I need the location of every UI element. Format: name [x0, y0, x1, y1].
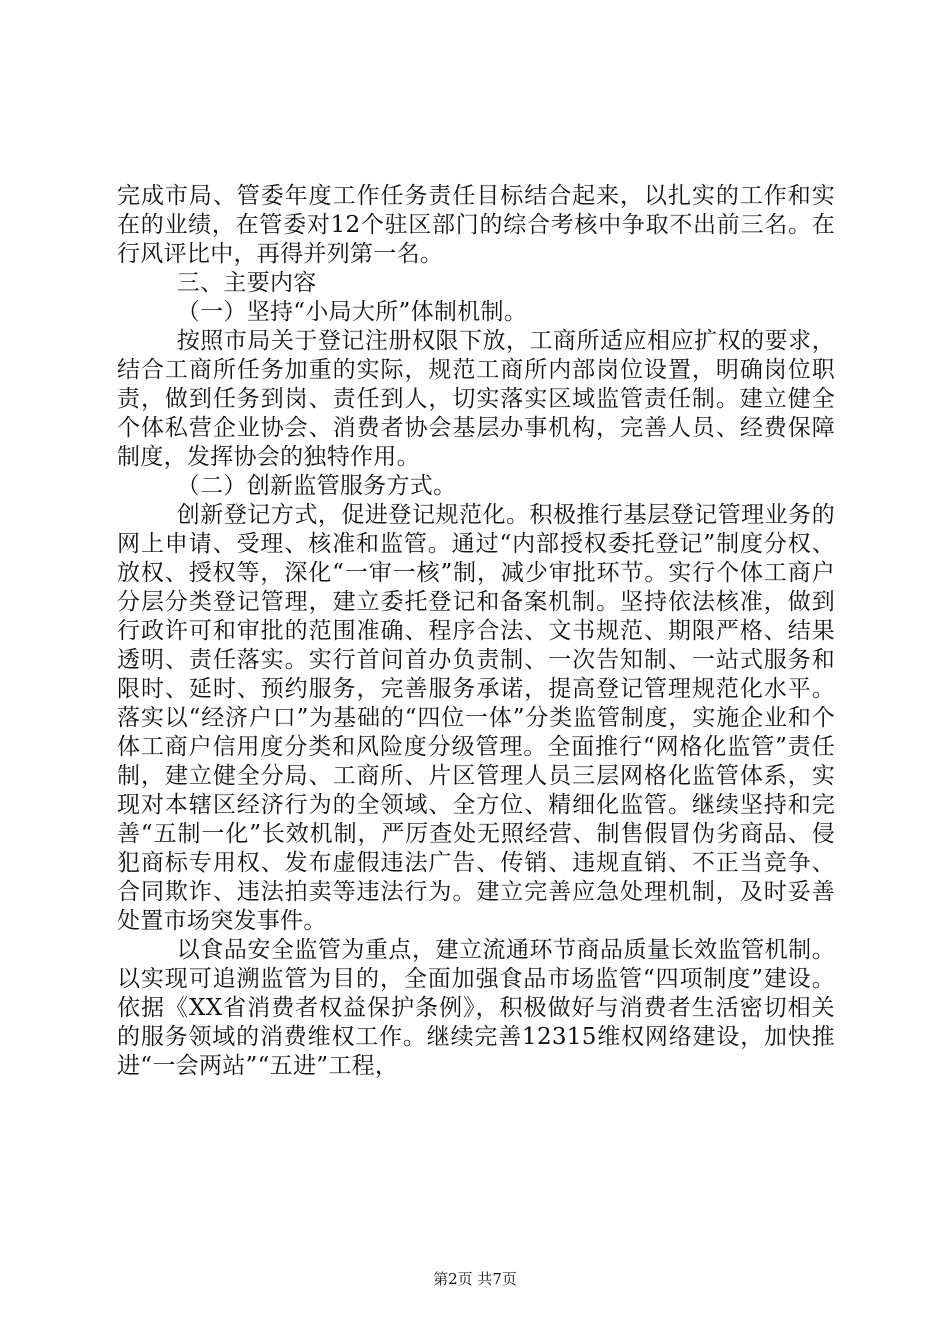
paragraph-continuation: 完成市局、管委年度工作任务责任目标结合起来，以扎实的工作和实在的业绩，在管委对12个驻区部门的综合考核中争取不出前三名。在行风评比中，再得并列第一名。 [117, 183, 835, 267]
paragraph-2: 创新登记方式，促进登记规范化。积极推行基层登记管理业务的网上申请、受理、核准和监管。通过“内部授权委托登记”制度分权、放权、授权等，深化“一审一核”制，减少审批环节。实行个体工商户分层分类登记管理，建立委托登记和备案机制。坚持依法核准，做到行政许可和审批的范围准确、程序合法、文书规范、期限严格、结果透明、责任落实。实行首问首办负责制、一次告知制、一站式服务和限时、延时、预约服务，完善服务承诺，提高登记管理规范化水平。落实以“经济户口”为基础的“四位一体”分类监管制度，实施企业和个体工商户信用度分类和风险度分级管理。全面推行“网格化监管”责任制，建立健全分局、工商所、片区管理人员三层网格化监管体系，实现对本辖区经济行为的全领域、全方位、精细化监管。继续坚持和完善“五制一化”长效机制，严厉查处无照经营、制售假冒伪劣商品、侵犯商标专用权、发布虚假违法广告、传销、违规直销、不正当竞争、合同欺诈、违法拍卖等违法行为。建立完善应急处理机制，及时妥善处置市场突发事件。 [117, 502, 835, 934]
subsection-heading-1: （一）坚持“小局大所”体制机制。 [176, 299, 528, 325]
page-number-label: 第2页 共7页 [433, 1270, 517, 1288]
section-heading-main-content: 三、主要内容 [176, 270, 317, 296]
paragraph-3: 以食品安全监管为重点，建立流通环节商品质量长效监管机制。以实现可追溯监管为目的，全面加强食品市场监管“四项制度”建设。依据《XX省消费者权益保护条例》，积极做好与消费者生活密切相关的服务领域的消费维权工作。继续完善12315维权网络建设，加快推进“一会两站”“五进”工程， [117, 937, 835, 1079]
page-footer [0, 1268, 950, 1289]
subsection-heading-2: （二）创新监管服务方式。 [176, 473, 457, 499]
document-body [117, 182, 835, 1081]
paragraph-1: 按照市局关于登记注册权限下放，工商所适应相应扩权的要求，结合工商所任务加重的实际，规范工商所内部岗位设置，明确岗位职责，做到任务到岗、责任到人，切实落实区域监管责任制。建立健全个体私营企业协会、消费者协会基层办事机构，完善人员、经费保障制度，发挥协会的独特作用。 [117, 328, 835, 470]
